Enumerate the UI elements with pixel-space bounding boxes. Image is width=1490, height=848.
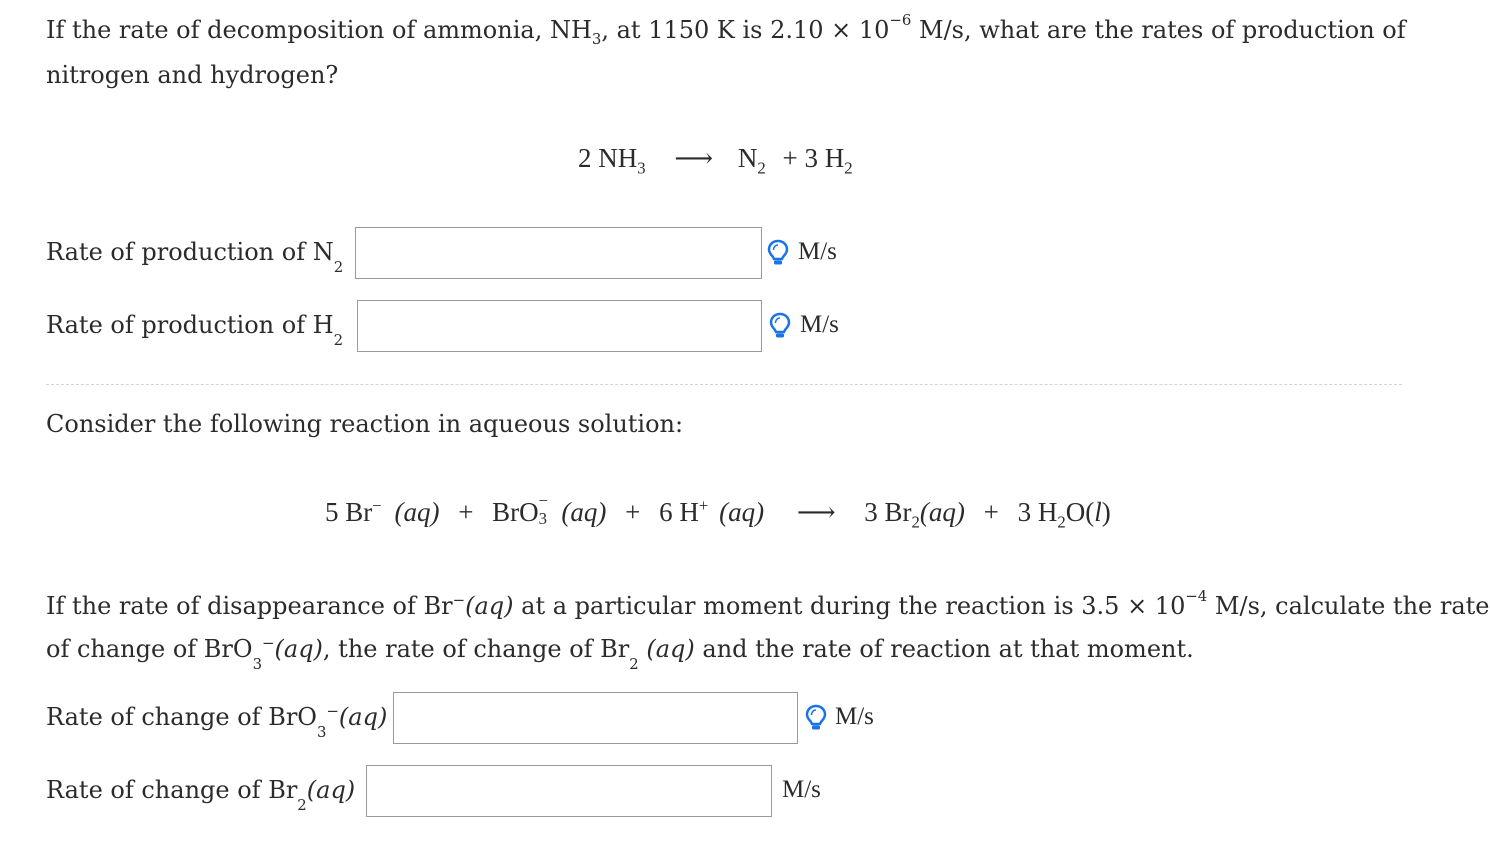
reaction-arrow: ⟶ [674, 143, 714, 173]
br2-rate-unit: M/s [782, 776, 821, 803]
section-divider [46, 384, 1402, 385]
n2-rate-input[interactable] [355, 227, 762, 279]
h2-rate-unit: M/s [800, 311, 839, 338]
reaction-arrow: ⟶ [796, 497, 836, 527]
hint-lightbulb-icon[interactable] [767, 239, 789, 267]
q2-prompt-line1: If the rate of disappearance of Br−(aq) at a particular moment during the reaction is $3.5 \times 10^{-4}$ M/s, calculate the rate [46, 587, 1490, 620]
q1-reaction-equation: 2 $NH_3$ ⟶ $N_2 + 3$ $H_2$ [578, 143, 853, 178]
br2-rate-label: Rate of change of $Br_2(aq)$ [46, 776, 356, 814]
h2-rate-input[interactable] [357, 300, 762, 352]
q1-prompt-line2: nitrogen and hydrogen? [46, 61, 339, 89]
q2-prompt-line2: of change of BrO$_3$−(aq), the rate of change of $Br_2$ (aq) and the rate of reaction at that moment. [46, 634, 1194, 673]
hint-lightbulb-icon[interactable] [769, 312, 791, 340]
bro3-rate-input[interactable] [393, 692, 798, 744]
n2-rate-unit: M/s [798, 238, 837, 265]
q2-reaction-equation: 5 Br− (aq) + BrO − 3 (aq) + 6 H+ (aq) ⟶ 3 $Br_2(aq) + 3$ $H_2O(l)$ [325, 491, 1111, 532]
br2-rate-input[interactable] [366, 765, 772, 817]
q2-intro: Consider the following reaction in aqueous solution: [46, 410, 684, 438]
bro3-rate-label: Rate of change of BrO$_3$−(aq) [46, 702, 388, 741]
bro3-rate-unit: M/s [835, 703, 874, 730]
n2-rate-label: Rate of production of $N_2$ [46, 238, 344, 276]
q1-prompt-line1: If the rate of decomposition of ammonia, $NH_3$, at 1150 K is $2.10 \times 10^{-6}$ M/s, what are the rates of production of [46, 11, 1406, 48]
hint-lightbulb-icon[interactable] [805, 704, 827, 732]
h2-rate-label: Rate of production of $H_2$ [46, 311, 344, 349]
